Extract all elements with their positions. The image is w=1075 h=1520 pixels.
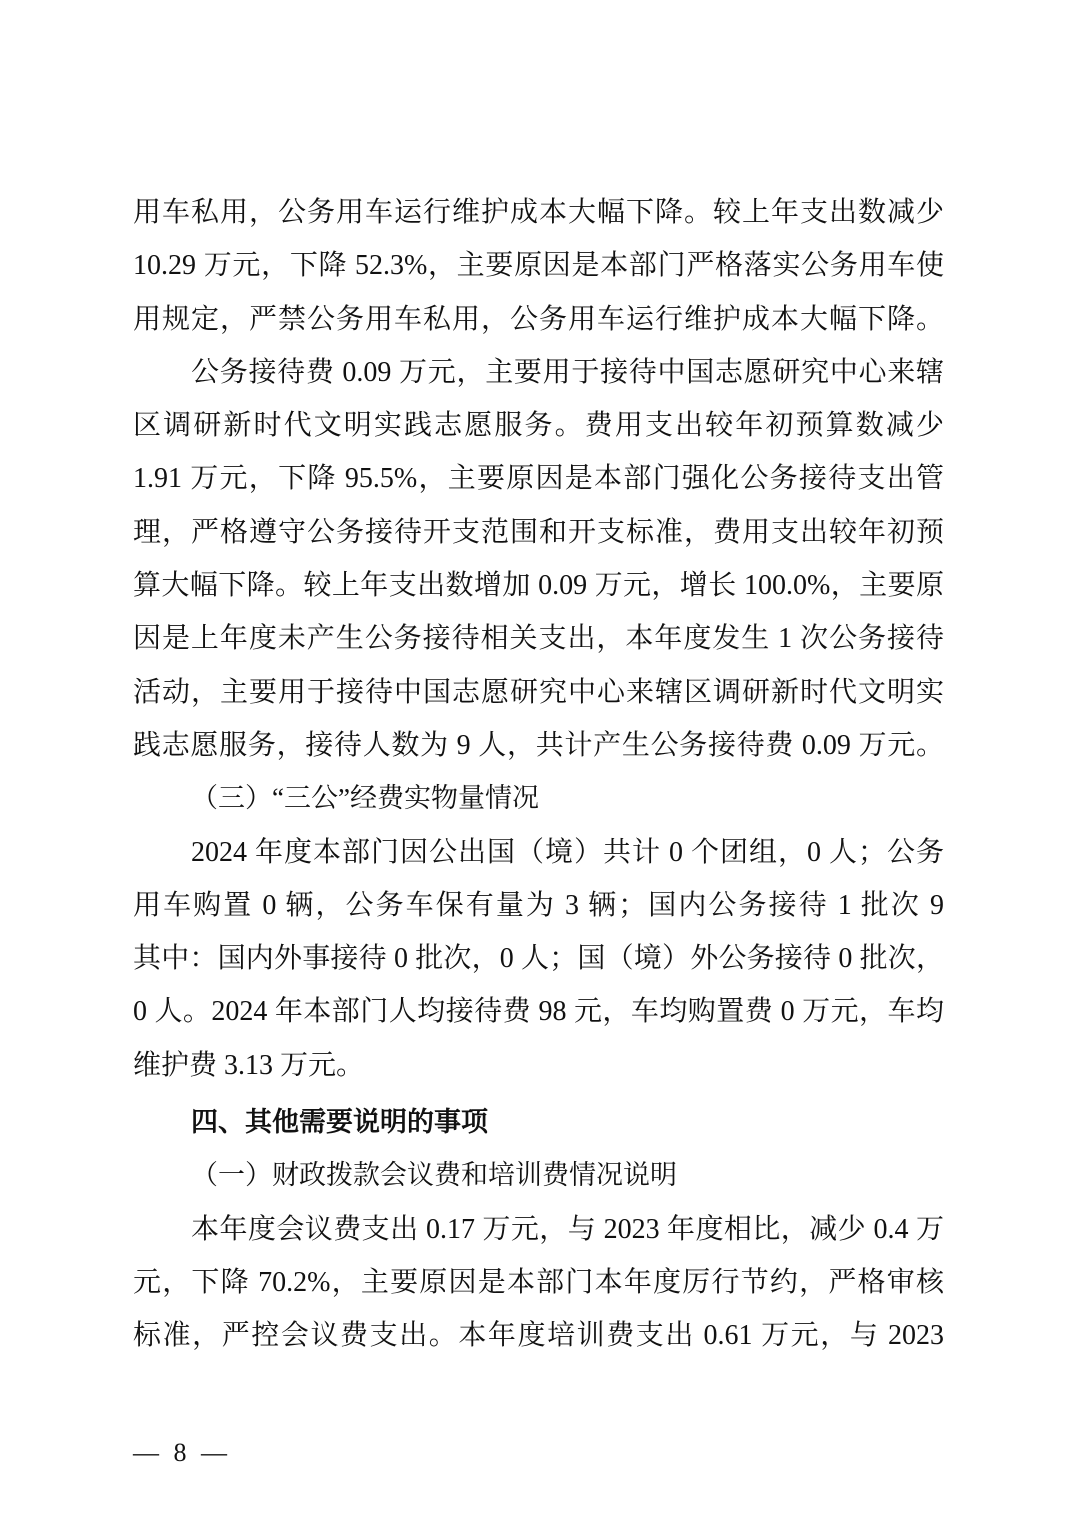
- text-line: 标准，严控会议费支出。本年度培训费支出 0.61 万元，与 2023: [133, 1320, 944, 1352]
- document-body: [133, 186, 944, 1363]
- text-line: 其中：国内外事接待 0 批次，0 人；国（境）外公务接待 0 批次，: [133, 943, 944, 975]
- text-line: 因是上年度未产生公务接待相关支出，本年度发生 1 次公务接待: [133, 623, 944, 655]
- text-line: 用规定，严禁公务用车私用，公务用车运行维护成本大幅下降。: [133, 303, 944, 335]
- subsection-heading: （三）“三公”经费实物量情况: [191, 783, 539, 814]
- text-line: 公务接待费 0.09 万元，主要用于接待中国志愿研究中心来辖: [191, 356, 944, 388]
- text-line: 元，下降 70.2%，主要原因是本部门本年度厉行节约，严格审核: [133, 1266, 944, 1298]
- text-line: 1.91 万元，下降 95.5%，主要原因是本部门强化公务接待支出管: [133, 463, 944, 495]
- text-line: 维护费 3.13 万元。: [133, 1049, 365, 1081]
- text-line: 本年度会议费支出 0.17 万元，与 2023 年度相比，减少 0.4 万: [191, 1213, 944, 1245]
- text-line: 10.29 万元，下降 52.3%，主要原因是本部门严格落实公务用车使: [133, 250, 944, 282]
- section-heading: 四、其他需要说明的事项: [191, 1107, 488, 1139]
- text-line: 算大幅下降。较上年支出数增加 0.09 万元，增长 100.0%，主要原: [133, 570, 944, 602]
- text-line: 活动，主要用于接待中国志愿研究中心来辖区调研新时代文明实: [133, 676, 944, 708]
- text-line: 0 人。2024 年本部门人均接待费 98 元，车均购置费 0 万元，车均: [133, 996, 944, 1028]
- text-line: 用车私用，公务用车运行维护成本大幅下降。较上年支出数减少: [133, 197, 944, 228]
- text-line: 2024 年度本部门因公出国（境）共计 0 个团组，0 人；公务: [191, 836, 944, 868]
- subsection-heading: （一）财政拨款会议费和培训费情况说明: [191, 1160, 677, 1191]
- text-line: 用车购置 0 辆，公务车保有量为 3 辆；国内公务接待 1 批次 9: [133, 889, 944, 921]
- text-line: 践志愿服务，接待人数为 9 人，共计产生公务接待费 0.09 万元。: [133, 729, 944, 761]
- text-line: 区调研新时代文明实践志愿服务。费用支出较年初预算数减少: [133, 410, 944, 442]
- text-line: 理，严格遵守公务接待开支范围和开支标准，费用支出较年初预: [133, 516, 944, 548]
- page-number: — 8 —: [133, 1438, 231, 1467]
